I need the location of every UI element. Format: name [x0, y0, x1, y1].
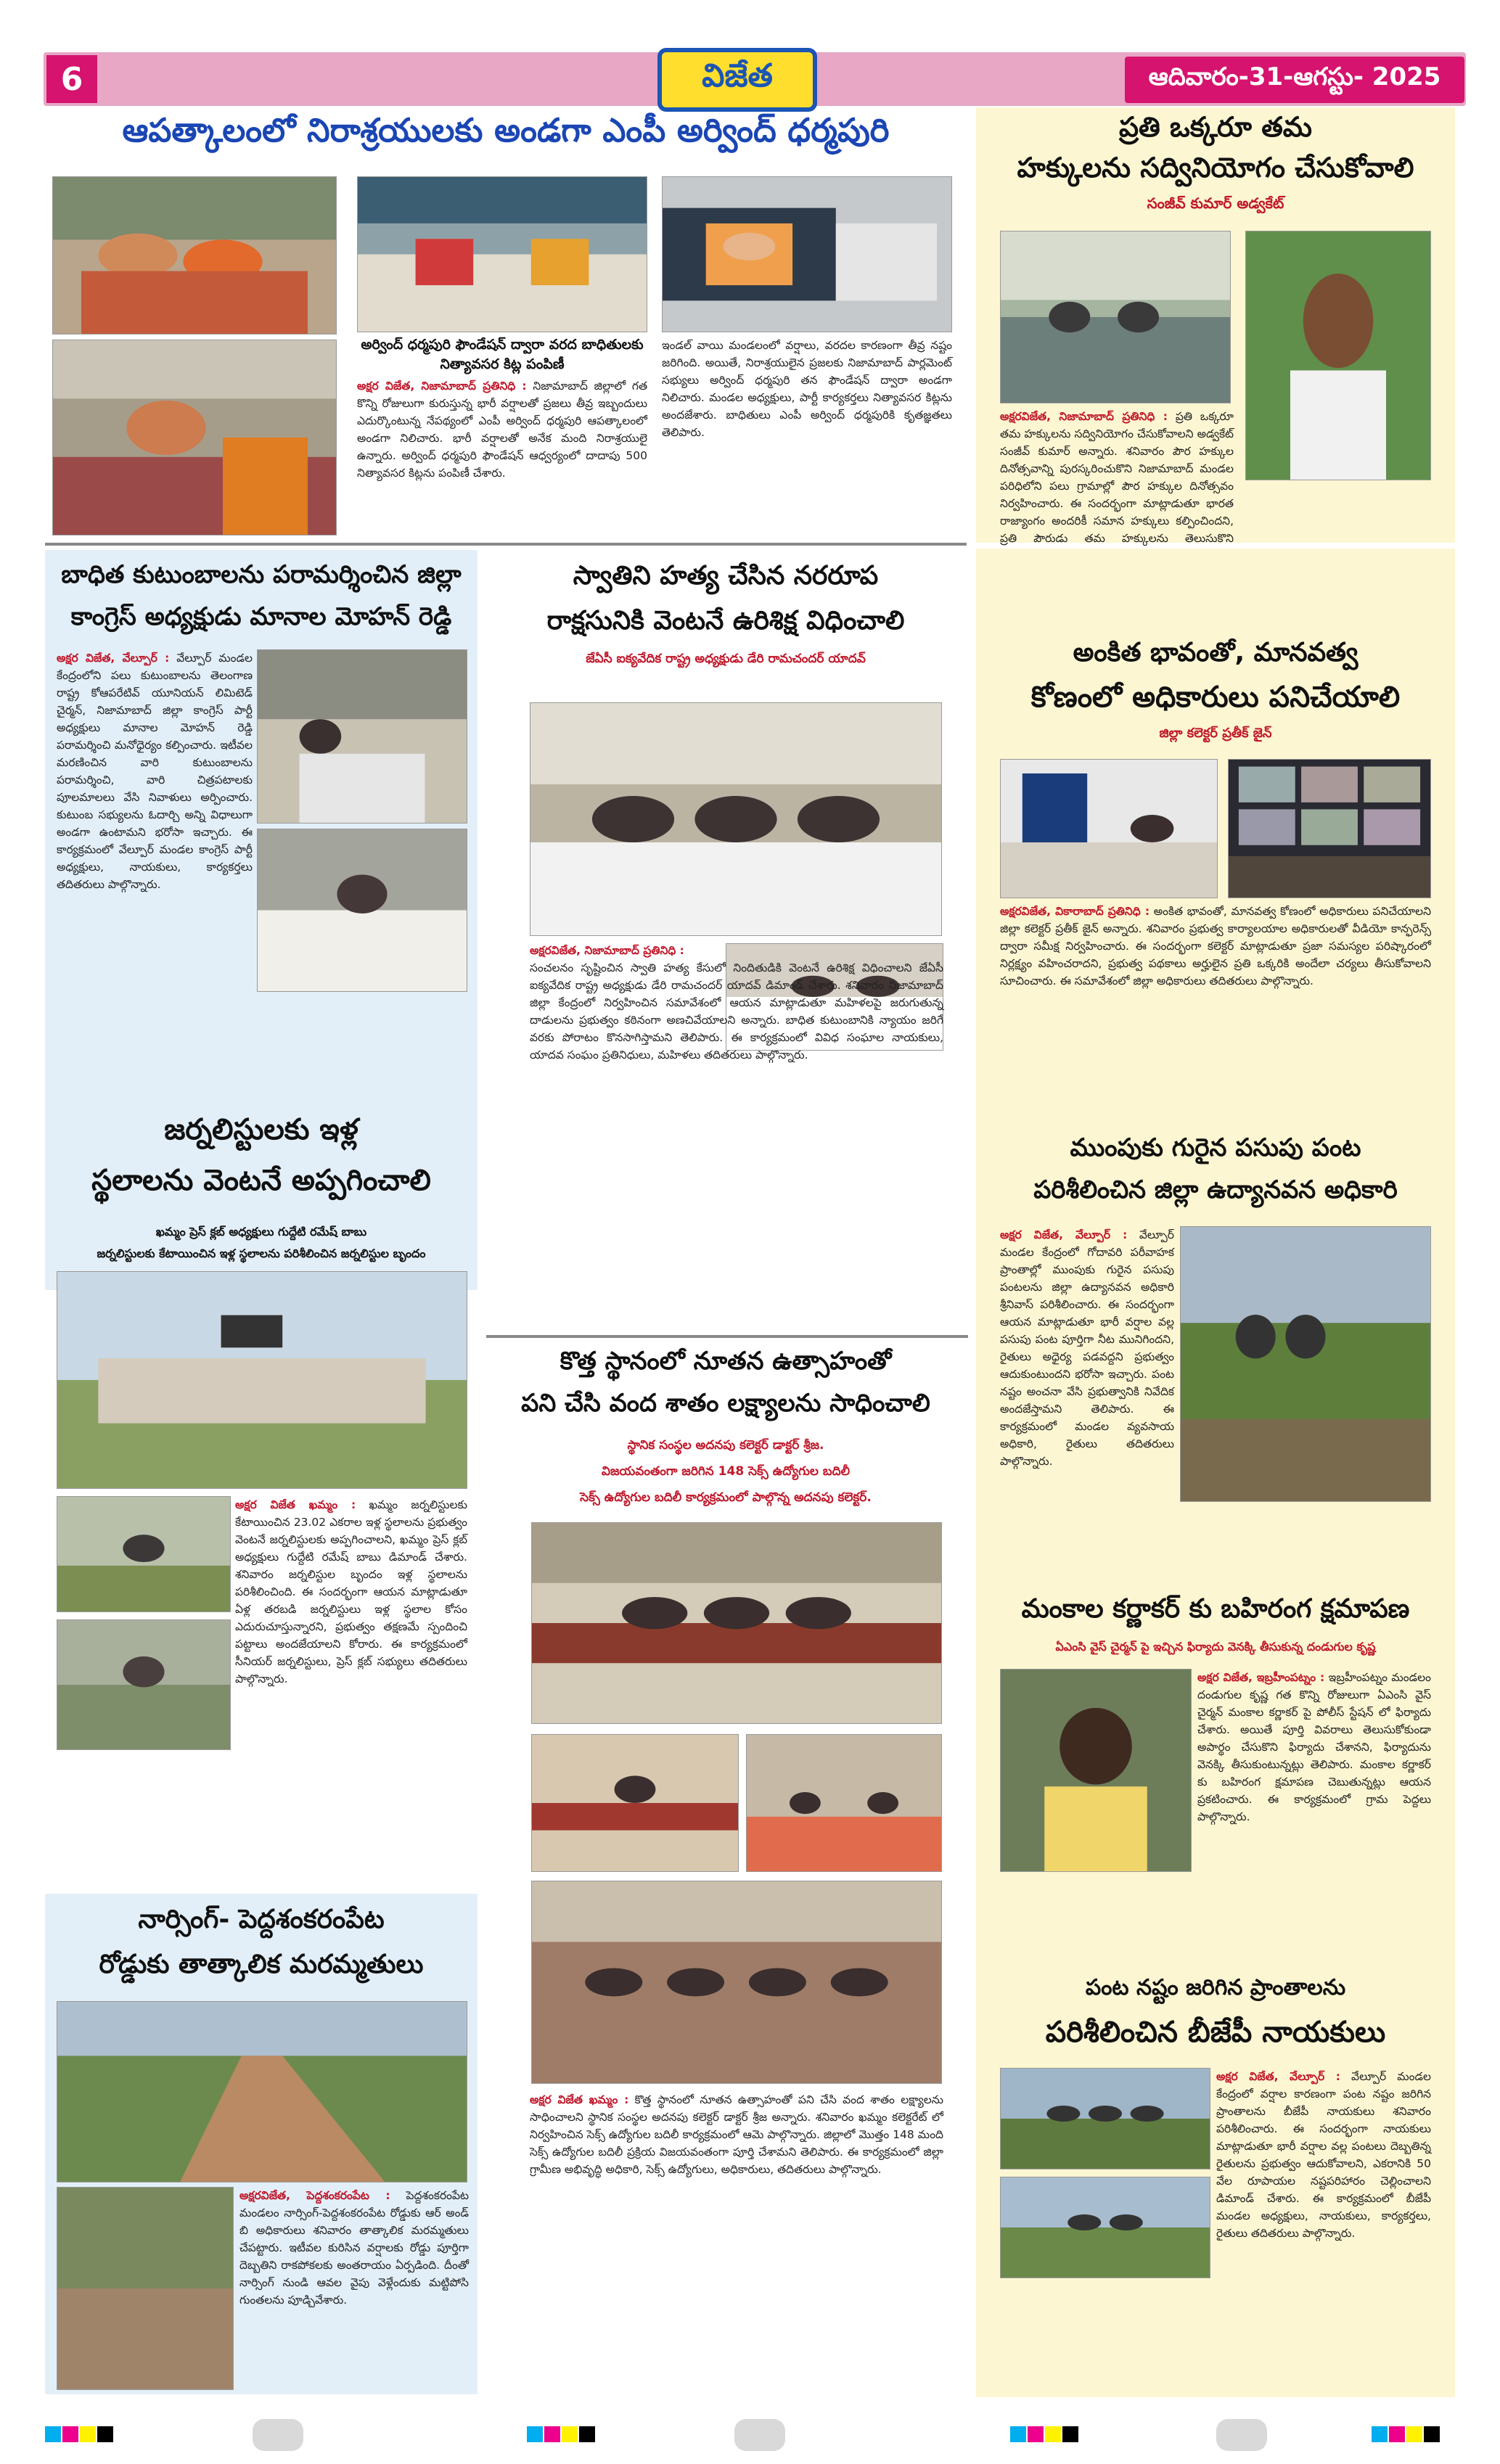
article-10-body-col1 [1197, 1669, 1431, 1901]
article-4-headline-2: రాక్షసునికి వెంటనే ఉరిశిక్ష విధించాలి [546, 606, 905, 636]
article-5-headline-2: కోణంలో అధికారులు పనిచేయాలి [1030, 681, 1401, 714]
article-11-headline-2: పరిశీలించిన బీజేపీ నాయకులు [1045, 2016, 1386, 2049]
article-3-headline-2: కాంగ్రెస్ అధ్యక్షుడు మానాల మోహన్ రెడ్డి [70, 602, 452, 631]
article-6-body-lead: అక్షర విజేత ఖమ్మం : [235, 1498, 356, 1511]
photo-mp-distribution-1 [52, 176, 337, 334]
registration-mark [1406, 2426, 1422, 2442]
photo-bjp-leaders-2 [1000, 2177, 1210, 2278]
article-8-byline-1: స్థానిక సంస్థల అదనపు కలెక్టర్ డాక్టర్ శ్రీజ. [627, 1438, 824, 1453]
article-5-headline-1: అంకిత భావంతో, మానవత్వ [1073, 638, 1358, 668]
registration-mark [1028, 2426, 1044, 2442]
article-9-body-lead: అక్షర విజేత, వేల్పూర్ : [1000, 1228, 1128, 1241]
article-5-body-text: అంకిత భావంతో, మానవత్వ కోణంలో అధికారులు పనిచేయాలని జిల్లా కలెక్టర్ ప్రతీక్ జైన్ అన్నారు. శనివారం ప్రభుత్వ కార్యాలయాల అధికారులతో వీడియో కాన్ఫరెన్స్ ద్వారా సమీక్ష నిర్వహించారు. ఈ సందర్భంగా కలెక్టర్ మాట్లాడుతూ ప్రజా సమస్యల పరిష్కారంలో నిర్లక్ష్యం వహించరాదని, ప్రభుత్వ పథకాలు అర్హులైన ప్రతి ఒక్కరికి అందేలా చర్యలు తీసుకోవాలని సూచించారు. ఈ సమావేశంలో జిల్లా అధికారులు తదితరులు పాల్గొన్నారు. [1000, 905, 1431, 988]
article-9-headline-1: ముంపుకు గురైన పసుపు పంట [1070, 1133, 1361, 1162]
article-8-headline-1: కొత్త స్థానంలో నూతన ఉత్సాహంతో [560, 1347, 892, 1376]
registration-mark [1010, 2426, 1026, 2442]
photo-secretary-transfer-1 [531, 1522, 942, 1724]
article-7-body-text: పెద్దశంకరంపేట మండలం నార్సింగ్-పెద్దశంకరంపేట రోడ్డుకు ఆర్ అండ్ బి అధికారులు శనివారం తాత్కాలిక మరమ్మతులు చేపట్టారు. ఇటీవల కురిసిన వర్షాలకు రోడ్డు పూర్తిగా దెబ్బతిని రాకపోకలకు అంతరాయం ఏర్పడింది. దీంతో నార్సింగ్ నుండి ఆవల వైపు వెళ్లేందుకు మట్టిపోసి గుంతలను పూడ్చివేశారు. [239, 2189, 469, 2307]
registration-mark [1389, 2426, 1405, 2442]
article-1-body-col1 [357, 377, 647, 535]
article-5-body-lead: అక్షరవిజేత, వికారాబాద్ ప్రతినిధి : [1000, 905, 1150, 918]
article-6-headline-2: స్థలాలను వెంటనే అప్పగించాలి [91, 1164, 431, 1197]
article-6-byline-1: ఖమ్మం ప్రెస్ క్లబ్ అధ్యక్షులు గుద్దేటి రమేష్ బాబు [155, 1225, 367, 1239]
article-3-body-col1 [57, 649, 253, 990]
article-1-headline: ఆపత్కాలంలో నిరాశ్రయులకు అండగా ఎంపీ అర్వింద్ ధర్మపురి [122, 111, 890, 149]
article-2-headline-1: ప్రతి ఒక్కరూ తమ [1119, 111, 1312, 143]
article-8-headline-2: పని చేసి వంద శాతం లక్ష్యాలను సాధించాలి [521, 1389, 930, 1418]
article-7-headline-2: రోడ్డుకు తాత్కాలిక మరమ్మతులు [99, 1950, 424, 1979]
article-10-byline: ఏఎంసి వైస్ చైర్మన్ పై ఇచ్చిన ఫిర్యాదు వెనక్కి తీసుకున్న దండుగుల కృష్ణ [1055, 1640, 1376, 1654]
article-7-body [239, 2187, 469, 2390]
article-5-byline: జిల్లా కలెక్టర్ ప్రతీక్ జైన్ [1159, 726, 1272, 741]
newspaper-logo: విజేత [657, 48, 817, 112]
registration-mark [1062, 2426, 1078, 2442]
article-1-body-lead: అక్షర విజేత, నిజామాబాద్ ప్రతినిధి : [357, 379, 527, 393]
article-11-body-lead: అక్షర విజేత, వేల్పూర్ : [1216, 2070, 1340, 2083]
photo-journalists-1 [57, 1496, 231, 1612]
photo-journalists-2 [57, 1619, 231, 1750]
article-2-headline-2: హక్కులను సద్వినియోగం చేసుకోవాలి [1017, 152, 1414, 184]
article-2-body-text: ప్రతి ఒక్కరూ తమ హక్కులను సద్వినియోగం చేసుకోవాలని అడ్వకేట్ సంజీవ్ కుమార్ అన్నారు. శనివారం పౌర హక్కుల దినోత్సవాన్ని పురస్కరించుకొని నిజామాబాద్ మండల పరిధిలోని పలు గ్రామాల్లో పౌర హక్కుల దినోత్సవం నిర్వహించారు. ఈ సందర్భంగా మాట్లాడుతూ భారత రాజ్యాంగం అందరికీ సమాన హక్కులు కల్పించిందని, ప్రతి పౌరుడు తమ హక్కులను తెలుసుకొని [1000, 410, 1234, 546]
article-4-byline: జేఏసీ ఐక్యవేదిక రాష్ట్ర అధ్యక్షుడు డేరి రామచందర్ యాదవ్ [586, 652, 866, 666]
article-2-body-lead: అక్షరవిజేత, నిజామాబాద్ ప్రతినిధి : [1000, 410, 1168, 423]
article-8-body-text: కొత్త స్థానంలో నూతన ఉత్సాహంతో పని చేసి వంద శాతం లక్ష్యాలను సాధించాలని స్థానిక సంస్థల అదనపు కలెక్టర్ డాక్టర్ శ్రీజ అన్నారు. శనివారం ఖమ్మం కలెక్టరేట్ లో నిర్వహించిన సెక్స్ ఉద్యోగుల బదిలీ కార్యక్రమంలో ఆమె పాల్గొన్నారు. జిల్లాలో మొత్తం 148 మంది సెక్స్ ఉద్యోగుల బదిలీ ప్రక్రియ విజయవంతంగా పూర్తి చేశామని తెలిపారు. ఈ కార్యక్రమంలో జిల్లా గ్రామీణ అభివృద్ధి అధికారి, సెక్స్ ఉద్యోగులు, అధికారులు, తదితరులు పాల్గొన్నారు. [530, 2093, 943, 2177]
registration-mark [80, 2426, 96, 2442]
article-4-body-lead: అక్షరవిజేత, నిజామాబాద్ ప్రతినిధి : [530, 944, 684, 957]
article-3-headline-1: బాధిత కుటుంబాలను పరామర్శించిన జిల్లా [61, 560, 462, 589]
registration-mark [579, 2426, 595, 2442]
registration-mark [544, 2426, 560, 2442]
registration-mark [1424, 2426, 1440, 2442]
photo-relief-kits [357, 176, 647, 332]
photo-congress-visit-2 [257, 829, 467, 992]
article-11-body-text: వేల్పూర్ మండల కేంద్రంలో వర్షాల కారణంగా పంట నష్టం జరిగిన ప్రాంతాలను బీజేపీ నాయకులు శనివారం పరిశీలించారు. ఈ సందర్భంగా నాయకులు మాట్లాడుతూ భారీ వర్షాల వల్ల పంటలు దెబ్బతిన్న రైతులను ప్రభుత్వం ఆదుకోవాలని, ఎకరానికి 50 వేల రూపాయల నష్టపరిహారం చెల్లించాలని డిమాండ్ చేశారు. ఈ కార్యక్రమంలో బీజేపీ మండల అధ్యక్షులు, నాయకులు, కార్యకర్తలు, రైతులు తదితరులు పాల్గొన్నారు. [1216, 2070, 1431, 2241]
article-2-byline: సంజీవ్ కుమార్ అడ్వకేట్ [1147, 194, 1284, 212]
photo-secretary-transfer-3 [746, 1734, 942, 1872]
article-6-body-text: ఖమ్మం జర్నలిస్టులకు కేటాయించిన 23.02 ఎకరాల ఇళ్ల స్థలాలను ప్రభుత్వం వెంటనే జర్నలిస్టులకు అప్పగించాలని, ఖమ్మం ప్రెస్ క్లబ్ అధ్యక్షులు గుద్దేటి రమేష్ బాబు డిమాండ్ చేశారు. శనివారం జర్నలిస్టుల బృందం ఇళ్ల స్థలాలను పరిశీలించింది. ఈ సందర్భంగా ఆయన మాట్లాడుతూ ఏళ్ల తరబడి జర్నలిస్టులు ఇళ్ల స్థలాల కోసం ఎదురుచూస్తున్నారని, ప్రభుత్వం తక్షణమే స్పందించి పట్టాలు అందజేయాలని కోరారు. ఈ కార్యక్రమంలో సీనియర్ జర్నలిస్టులు, ప్రెస్ క్లబ్ సభ్యులు తదితరులు పాల్గొన్నారు. [235, 1498, 467, 1686]
article-5-body [1000, 903, 1431, 1120]
registration-mark [62, 2426, 78, 2442]
photo-mp-distribution-2 [52, 340, 337, 535]
registration-pill [734, 2419, 785, 2451]
photo-relief-truck [662, 176, 952, 332]
article-6-body [235, 1496, 467, 1895]
photo-swathi-meeting [530, 702, 942, 936]
photo-mankala-karnakar [1000, 1669, 1192, 1872]
article-8-byline-3: సెక్స్ ఉద్యోగుల బదిలీ కార్యక్రమంలో పాల్గొన్న అదనపు కలెక్టర్. [580, 1490, 872, 1505]
article-6-byline-2: జర్నలిస్టులకు కేటాయించిన ఇళ్ల స్థలాలను పరిశీలించిన జర్నలిస్టుల బృందం [97, 1247, 426, 1260]
registration-mark [562, 2426, 578, 2442]
article-4-headline-1: స్వాతిని హత్య చేసిన నరరూప [573, 561, 879, 591]
article-1-body-text-1: నిజామాబాద్ జిల్లాలో గత కొన్ని రోజులుగా కురుస్తున్న భారీ వర్షాలతో ప్రజలు తీవ్ర ఇబ్బందులు ఎదుర్కొంటున్న నేపథ్యంలో ఎంపీ అర్వింద్ ధర్మపురి ఆపత్కాలంలో అండగా నిలిచారు. భారీ వర్షాలతో అనేక మంది నిరాశ్రయులై ఉన్నారు. అర్వింద్ ధర్మపురి ఫౌండేషన్ ఆధ్వర్యంలో దాదాపు 500 నిత్యావసర కిట్లను పంపిణీ చేశారు. [357, 379, 647, 480]
photo-collector-office [1000, 759, 1218, 898]
article-7-headline-1: నార్సింగ్- పెద్దశంకరంపేట [138, 1905, 385, 1934]
article-4-body: సంచలనం సృష్టించిన స్వాతి హత్య కేసులో నిందితుడికి వెంటనే ఉరిశిక్ష విధించాలని జేఏసీ ఐక్యవేదిక రాష్ట్ర అధ్యక్షుడు డేరి రామచందర్ యాదవ్ డిమాండ్ చేశారు. శనివారం నిజామాబాద్ జిల్లా కేంద్రంలో నిర్వహించిన సమావేశంలో ఆయన మాట్లాడుతూ మహిళలపై జరుగుతున్న దాడులను ప్రభుత్వం కఠినంగా అణచివేయాలని అన్నారు. బాధిత కుటుంబానికి న్యాయం జరిగే వరకు పోరాటం కొనసాగిస్తామని తెలిపారు. ఈ కార్యక్రమంలో వివిధ సంఘాల నాయకులు, యాదవ సంఘం ప్రతినిధులు, మహిళలు తదితరులు పాల్గొన్నారు. [530, 961, 943, 1062]
article-1-photo-caption: అర్వింద్ ధర్మపురి ఫౌండేషన్ ద్వారా వరద బాధితులకు నిత్యావసర కిట్ల పంపిణీ [361, 337, 644, 372]
photo-bjp-leaders-1 [1000, 2068, 1210, 2169]
article-3-body-lead: అక్షర విజేత, వేల్పూర్ : [57, 652, 170, 665]
issue-date: ఆదివారం-31-ఆగస్టు- 2025 [1125, 57, 1464, 103]
article-2-body-col1 [1000, 408, 1234, 546]
page-number: 6 [46, 55, 97, 103]
registration-mark [527, 2426, 543, 2442]
photo-journalists-site [57, 1271, 467, 1489]
photo-civil-rights-meeting [1000, 231, 1231, 403]
photo-congress-visit-1 [257, 649, 467, 824]
article-7-body-lead: అక్షరవిజేత, పెద్దశంకరంపేట : [239, 2189, 390, 2202]
divider [45, 543, 967, 546]
photo-road-repair-1 [57, 2001, 467, 2182]
article-6-headline-1: జర్నలిస్టులకు ఇళ్ల [164, 1113, 358, 1146]
photo-sanjeev-kumar-portrait [1245, 231, 1431, 480]
article-11-headline-1: పంట నష్టం జరిగిన ప్రాంతాలను [1085, 1975, 1346, 2000]
registration-mark [1372, 2426, 1388, 2442]
registration-mark [45, 2426, 61, 2442]
article-8-body [530, 2091, 943, 2396]
photo-secretary-transfer-4 [531, 1881, 942, 2084]
photo-road-repair-2 [57, 2187, 234, 2390]
photo-turmeric-field [1180, 1226, 1431, 1502]
registration-pill [253, 2419, 303, 2451]
photo-secretary-transfer-2 [531, 1734, 739, 1872]
article-9-body-text: వేల్పూర్ మండల కేంద్రంలో గోదావరి పరీవాహక ప్రాంతాల్లో ముంపుకు గురైన పసుపు పంటలను జిల్లా ఉద్యానవన అధికారి శ్రీనివాస్ పరిశీలించారు. ఈ సందర్భంగా ఆయన మాట్లాడుతూ భారీ వర్షాల వల్ల పసుపు పంట పూర్తిగా నీట మునిగిందని, రైతులు అధైర్య పడవద్దని ప్రభుత్వం ఆదుకుంటుందని భరోసా ఇచ్చారు. పంట నష్టం అంచనా వేసి ప్రభుత్వానికి నివేదిక అందజేస్తామని తెలిపారు. ఈ కార్యక్రమంలో మండల వ్యవసాయ అధికారి, రైతులు తదితరులు పాల్గొన్నారు. [1000, 1228, 1174, 1469]
article-10-body-lead: అక్షర విజేత, ఇబ్రహీంపట్నం : [1197, 1671, 1325, 1684]
article-8-byline-2: విజయవంతంగా జరిగిన 148 సెక్స్ ఉద్యోగుల బదిలీ [601, 1464, 851, 1479]
registration-pill [1216, 2419, 1267, 2451]
article-11-body [1216, 2068, 1431, 2387]
article-9-body-col1 [1000, 1226, 1174, 1567]
article-9-headline-2: పరిశీలించిన జిల్లా ఉద్యానవన అధికారి [1033, 1175, 1398, 1204]
article-3-body-text: వేల్పూర్ మండల కేంద్రంలోని పలు కుటుంబాలను తెలంగాణ రాష్ట్ర కోఆపరేటివ్ యూనియన్ లిమిటెడ్ చైర్మన్, నిజామాబాద్ జిల్లా కాంగ్రెస్ పార్టీ అధ్యక్షులు మానాల మోహన్ రెడ్డి పరామర్శించి మనోధైర్యం కల్పించారు. ఇటీవల మరణించిన వారి కుటుంబాలను పరామర్శించి, వారి చిత్రపటాలకు పూలమాలలు వేసి నివాళులు అర్పించారు. కుటుంబ సభ్యులను ఓదార్చి అన్ని విధాలుగా అండగా ఉంటామని భరోసా ఇచ్చారు. ఈ కార్యక్రమంలో వేల్పూర్ మండల కాంగ్రెస్ పార్టీ అధ్యక్షులు, నాయకులు, కార్యకర్తలు తదితరులు పాల్గొన్నారు. [57, 652, 253, 892]
registration-mark [1045, 2426, 1061, 2442]
photo-video-conference [1228, 759, 1431, 898]
article-8-body-lead: అక్షర విజేత ఖమ్మం : [530, 2093, 629, 2106]
article-1-body-col2: ఇండల్ వాయి మండలంలో వర్షాలు, వరదల కారణంగా తీవ్ర నష్టం జరిగింది. అయితే, నిరాశ్రయులైన ప్రజలకు నిజామాబాద్ పార్లమెంట్ సభ్యులు అర్వింద్ ధర్మపురి తన ఫౌండేషన్ ద్వారా అండగా నిలిచారు. మండల అధ్యక్షులు, పార్టీ కార్యకర్తలు నిత్యావసర కిట్లను అందజేశారు. బాధితులు ఎంపీ అర్వింద్ ధర్మపురికి కృతజ్ఞతలు తెలిపారు. [662, 339, 952, 440]
article-10-headline: మంకాల కర్ణాకర్ కు బహిరంగ క్షమాపణ [1021, 1594, 1410, 1624]
article-10-body-text: ఇబ్రహీంపట్నం మండలం దండుగుల కృష్ణ గత కొన్ని రోజులుగా ఏఎంసి వైస్ చైర్మన్ మంకాల కర్ణాకర్ పై పోలీస్ స్టేషన్ లో ఫిర్యాదు చేశారు. అయితే పూర్తి వివరాలు తెలుసుకోకుండా అపార్థం చేసుకొని ఫిర్యాదు చేశానని, ఫిర్యాదును వెనక్కి తీసుకుంటున్నట్లు తెలిపారు. మంకాల కర్ణాకర్ కు బహిరంగ క్షమాపణ చెబుతున్నట్లు ఆయన ప్రకటించారు. ఈ కార్యక్రమంలో గ్రామ పెద్దలు పాల్గొన్నారు. [1197, 1671, 1431, 1824]
registration-mark [97, 2426, 113, 2442]
divider [486, 1335, 968, 1338]
